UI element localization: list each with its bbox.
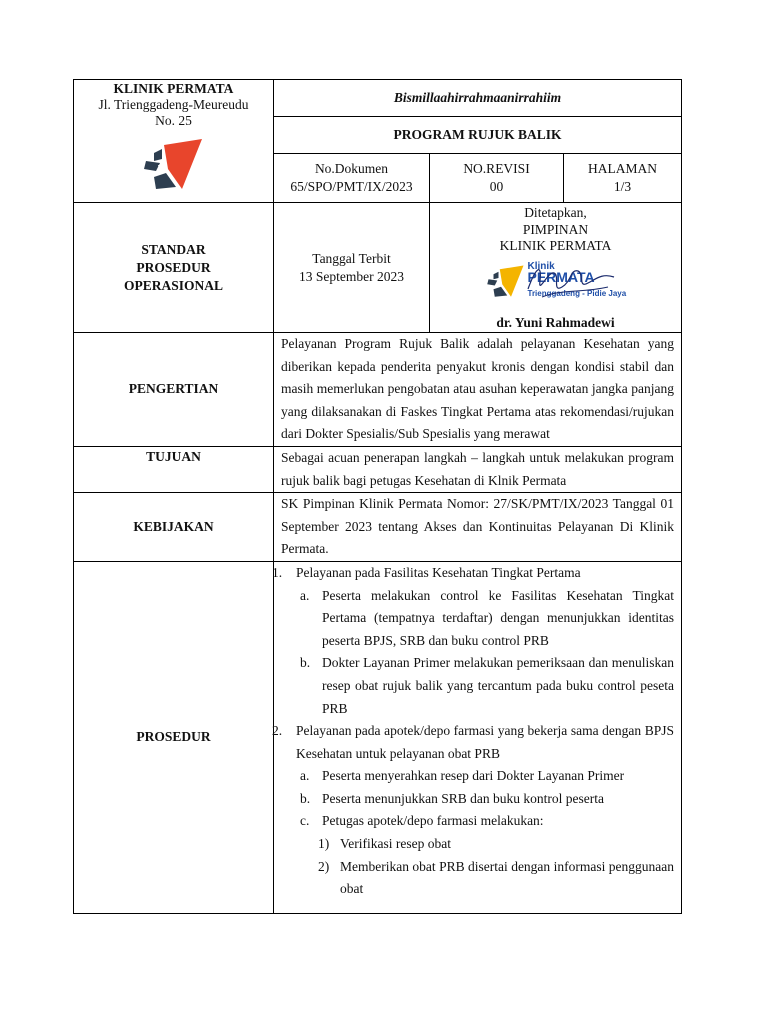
clinic-identity-cell [74, 80, 274, 203]
pengertian-label-cell [74, 333, 274, 447]
approval-cell [430, 203, 682, 333]
stamp-logo-icon [486, 263, 526, 303]
tujuan-content-cell [274, 446, 682, 492]
bismillah-text: Bismillaahirrahmaanirrahiim [393, 90, 562, 105]
list-item-text: Pelayanan pada Fasilitas Kesehatan Tingkat Pertama [296, 564, 581, 580]
list-item [274, 856, 674, 901]
program-title: PROGRAM RUJUK BALIK [393, 127, 562, 142]
list-item-number: b. [300, 655, 311, 671]
prosedur-sublist [274, 585, 674, 721]
sop-table [73, 79, 682, 914]
issue-date-cell [274, 203, 430, 333]
clinic-name: KLINIK PERMATA [113, 81, 234, 96]
issue-date-value: 13 September 2023 [299, 268, 404, 284]
doc-number-value: 65/SPO/PMT/IX/2023 [290, 179, 413, 194]
ditetapkan-text: Ditetapkan, [524, 205, 587, 220]
list-item-text: Petugas apotek/depo farmasi melakukan: [322, 813, 544, 829]
pengertian-label: PENGERTIAN [128, 381, 219, 397]
list-item-text: Pelayanan pada apotek/depo farmasi yang bekerja sama dengan BPJS Kesehatan untuk pelayanan obat PRB [296, 723, 674, 761]
klinik-text: KLINIK PERMATA [499, 238, 612, 253]
pengertian-text: Pelayanan Program Rujuk Balik adalah pelayanan Kesehatan yang diberikan kepada penderita penyakut kronis dengan kondisi stabil dan masih memerlukan pengobatan atau asuhan keperawatan jangka panjang yang dilaksanakan di Faskes Tingkat Pertama atas rekomendasi/rujukan dari Dokter Spesialis/Sub Spesialis yang merawat [281, 336, 674, 442]
tujuan-label: TUJUAN [146, 448, 201, 464]
stamp-klinik: Klinik [527, 260, 555, 272]
list-item [274, 810, 674, 900]
list-item-number: 1. [272, 564, 283, 580]
bismillah-cell [274, 80, 682, 117]
list-item [274, 720, 674, 765]
doc-number-label: No.Dokumen [314, 161, 389, 176]
issue-date-label: Tanggal Terbit [312, 250, 391, 266]
revision-value: 00 [489, 179, 504, 194]
revision-label: NO.REVISI [463, 161, 530, 176]
prosedur-subsublist [318, 833, 674, 901]
list-item-number: 2. [272, 723, 283, 739]
page-label: HALAMAN [588, 161, 657, 176]
stamp-name: PERMATA [527, 268, 595, 285]
list-item-text: Dokter Layanan Primer melakukan pemeriksaan dan menuliskan resep obat rujuk balik yang tercantum pada buku control peseta PRB [322, 655, 674, 716]
prosedur-sublist [274, 765, 674, 901]
kebijakan-label-cell [74, 493, 274, 562]
page-cell [564, 154, 682, 203]
sop-document [73, 79, 681, 914]
list-item-text: Verifikasi resep obat [340, 836, 451, 852]
pimpinan-text: PIMPINAN [522, 221, 589, 237]
sop-label: STANDAR PROSEDUR OPERASIONAL [123, 241, 223, 293]
list-item [274, 652, 674, 720]
clinic-logo-icon [142, 139, 206, 195]
kebijakan-text: SK Pimpinan Klinik Permata Nomor: 27/SK/PMT/IX/2023 Tanggal 01 September 2023 tentang Akses dan Kontinuitas Pelayanan Di Klinik Permata. [281, 496, 674, 557]
pengertian-content-cell [274, 333, 682, 447]
list-item-number: a. [300, 768, 310, 784]
kebijakan-content-cell [274, 493, 682, 562]
signature-icon [522, 259, 622, 305]
list-item-number: a. [300, 587, 310, 603]
page-value: 1/3 [613, 179, 632, 194]
signatory-name: dr. Yuni Rahmadewi [496, 314, 615, 330]
kebijakan-label: KEBIJAKAN [133, 519, 214, 535]
list-item-text: Memberikan obat PRB disertai dengan informasi penggunaan obat [340, 858, 674, 897]
list-item [274, 585, 674, 653]
stamp-place: Trienggadeng - Pidie Jaya [527, 288, 627, 298]
list-item [274, 562, 674, 585]
list-item [274, 833, 674, 856]
list-item-number: b. [300, 790, 311, 806]
list-item-number: c. [300, 813, 310, 829]
prosedur-content-cell [274, 561, 682, 913]
program-title-cell [274, 117, 682, 154]
list-item [274, 788, 674, 811]
clinic-address: Jl. Trienggadeng-Meureudu No. 25 [98, 97, 249, 128]
doc-number-cell [274, 154, 430, 203]
clinic-stamp [486, 259, 626, 305]
list-item-number: 1) [318, 836, 330, 852]
tujuan-label-cell [74, 446, 274, 492]
list-item-text: Peserta melakukan control ke Fasilitas Kesehatan Tingkat Pertama (tempatnya terdaftar) dengan menunjukkan identitas peserta BPJS, SRB dan buku control PRB [322, 587, 674, 648]
prosedur-label-cell [74, 561, 274, 913]
sop-label-cell [74, 203, 274, 333]
prosedur-label: PROSEDUR [136, 729, 211, 745]
revision-cell [430, 154, 564, 203]
prosedur-list [274, 562, 674, 585]
list-item-text: Peserta menyerahkan resep dari Dokter Layanan Primer [322, 768, 625, 784]
tujuan-text: Sebagai acuan penerapan langkah – langkah untuk melakukan program rujuk balik bagi petugas Kesehatan di Klnik Permata [281, 449, 674, 488]
list-item [274, 765, 674, 788]
list-item-number: 2) [318, 858, 330, 874]
list-item-text: Peserta menunjukkan SRB dan buku kontrol peserta [322, 790, 604, 806]
prosedur-list [274, 720, 674, 765]
